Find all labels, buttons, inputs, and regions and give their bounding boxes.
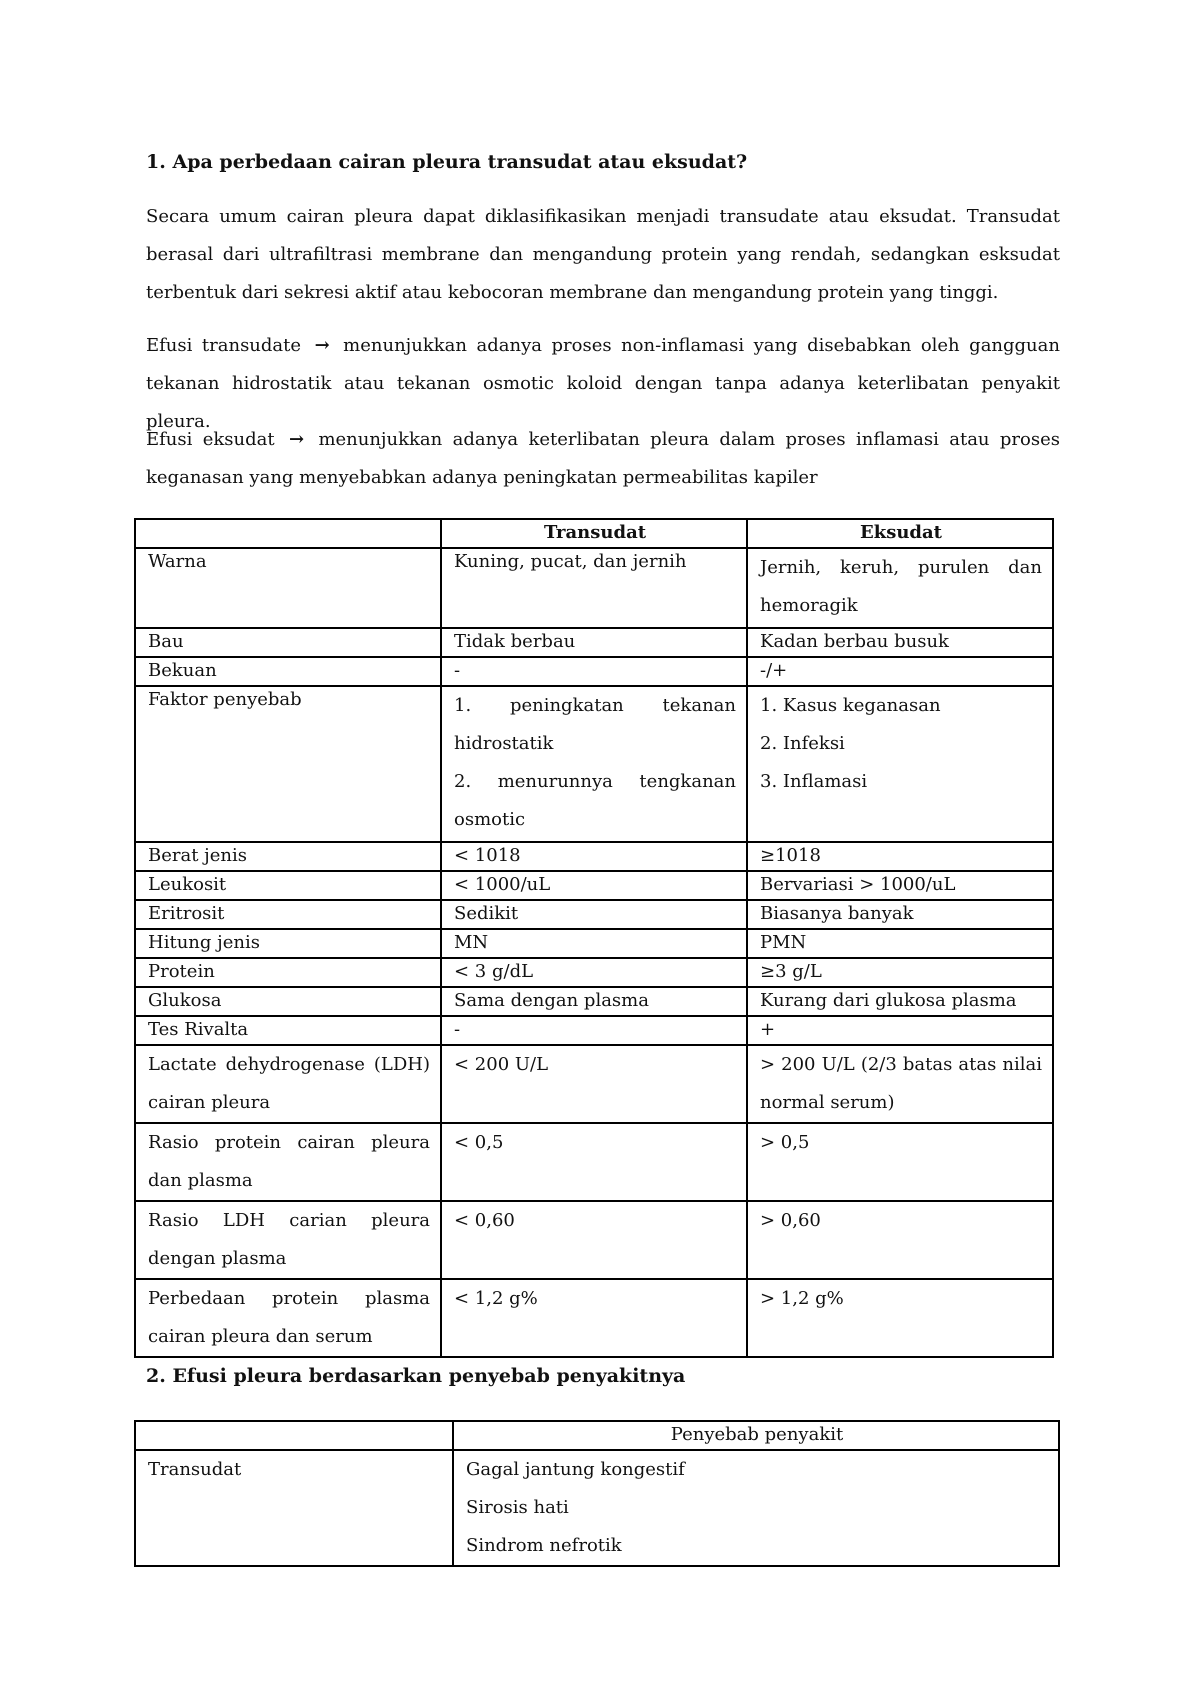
eksudat-cell: > 0,60: [747, 1201, 1053, 1279]
list-item: 2. Infeksi: [760, 733, 845, 754]
list-item: 1. Kasus keganasan: [760, 695, 941, 716]
row-label: Warna: [135, 548, 441, 628]
transudat-cell: MN: [441, 929, 747, 958]
eksudat-cell: [747, 686, 1053, 842]
transudat-cell: [441, 686, 747, 842]
table-row: [135, 958, 1053, 987]
row-label: Eritrosit: [135, 900, 441, 929]
arrow-right-icon: →: [288, 429, 305, 450]
paragraph-2-text: menunjukkan adanya proses non-inflamasi yang disebabkan oleh gangguan tekanan hidrostatik atau tekanan osmotic koloid dengan tanpa adanya keterlibatan penyakit pleura.: [146, 335, 1060, 432]
table-row: [135, 1450, 1059, 1566]
list-item: 2. menurunnya tengkanan osmotic: [454, 771, 736, 830]
transudat-cell: < 1,2 g%: [441, 1279, 747, 1357]
arrow-right-icon: →: [314, 335, 330, 356]
transudat-cell: < 200 U/L: [441, 1045, 747, 1123]
table-header-row: [135, 1421, 1059, 1450]
table-row: [135, 628, 1053, 657]
transudat-cell: Kuning, pucat, dan jernih: [441, 548, 747, 628]
eksudat-cell: > 200 U/L (2/3 batas atas nilai normal serum): [747, 1045, 1053, 1123]
table-header-row: [135, 519, 1053, 548]
transudat-cell: < 1018: [441, 842, 747, 871]
list-item: 3. Inflamasi: [760, 771, 868, 792]
eksudat-cell: +: [747, 1016, 1053, 1045]
table-header-cell: [135, 519, 441, 548]
row-label: Glukosa: [135, 987, 441, 1016]
table-header-cell: Eksudat: [747, 519, 1053, 548]
eksudat-cell: Kadan berbau busuk: [747, 628, 1053, 657]
transudat-cell: < 3 g/dL: [441, 958, 747, 987]
paragraph-3-lead: Efusi eksudat: [146, 429, 275, 450]
table-header-cell: Transudat: [441, 519, 747, 548]
transudat-cell: < 0,60: [441, 1201, 747, 1279]
row-label: Tes Rivalta: [135, 1016, 441, 1045]
transudat-cell: Sama dengan plasma: [441, 987, 747, 1016]
transudat-cell: Sedikit: [441, 900, 747, 929]
eksudat-cell: Kurang dari glukosa plasma: [747, 987, 1053, 1016]
eksudat-cell: > 0,5: [747, 1123, 1053, 1201]
eksudat-cell: PMN: [747, 929, 1053, 958]
transudat-cell: -: [441, 1016, 747, 1045]
table-row: [135, 548, 1053, 628]
paragraph-3: [146, 421, 1060, 497]
row-label: Bekuan: [135, 657, 441, 686]
row-label: Rasio LDH carian pleura dengan plasma: [135, 1201, 441, 1279]
eksudat-cell: ≥1018: [747, 842, 1053, 871]
row-label: Bau: [135, 628, 441, 657]
table-header-cell: Penyebab penyakit: [453, 1421, 1059, 1450]
row-label: Protein: [135, 958, 441, 987]
table-row: [135, 900, 1053, 929]
row-label: Leukosit: [135, 871, 441, 900]
table-header-cell: [135, 1421, 453, 1450]
row-label: Faktor penyebab: [135, 686, 441, 842]
paragraph-1: Secara umum cairan pleura dapat diklasifikasikan menjadi transudate atau eksudat. Transudat berasal dari ultrafiltrasi membrane dan mengandung protein yang rendah, sedangkan esksudat terbentuk dari sekresi aktif atau kebocoran membrane dan mengandung protein yang tinggi.: [146, 206, 1060, 303]
list-item: 1. peningkatan tekanan hidrostatik: [454, 695, 736, 754]
table-row: [135, 1201, 1053, 1279]
list-item: Sirosis hati: [466, 1497, 569, 1518]
table-row: [135, 1123, 1053, 1201]
row-label: Hitung jenis: [135, 929, 441, 958]
transudat-cell: -: [441, 657, 747, 686]
row-label: Berat jenis: [135, 842, 441, 871]
table-row: [135, 842, 1053, 871]
section-2-title: 2. Efusi pleura berdasarkan penyebab penyakitnya: [146, 1365, 686, 1387]
table-row: [135, 1279, 1053, 1357]
table-row: [135, 1016, 1053, 1045]
list-item: Gagal jantung kongestif: [466, 1459, 685, 1480]
row-label: Lactate dehydrogenase (LDH) cairan pleura: [135, 1045, 441, 1123]
eksudat-cell: ≥3 g/L: [747, 958, 1053, 987]
list-item: Sindrom nefrotik: [466, 1535, 622, 1556]
eksudat-cell: -/+: [747, 657, 1053, 686]
table-row: [135, 1045, 1053, 1123]
row-label: Rasio protein cairan pleura dan plasma: [135, 1123, 441, 1201]
eksudat-cell: Jernih, keruh, purulen dan hemoragik: [747, 548, 1053, 628]
section-1-title: 1. Apa perbedaan cairan pleura transudat atau eksudat?: [146, 151, 748, 173]
eksudat-cell: > 1,2 g%: [747, 1279, 1053, 1357]
paragraph-2-lead: Efusi transudate: [146, 335, 302, 356]
comparison-table: [134, 518, 1054, 1358]
row-label: Perbedaan protein plasma cairan pleura dan serum: [135, 1279, 441, 1357]
eksudat-cell: Bervariasi > 1000/uL: [747, 871, 1053, 900]
table-row: [135, 987, 1053, 1016]
paragraph-3-text: menunjukkan adanya keterlibatan pleura dalam proses inflamasi atau proses keganasan yang menyebabkan adanya peningkatan permeabilitas kapiler: [146, 429, 1060, 488]
table-row: [135, 657, 1053, 686]
table-row: [135, 686, 1053, 842]
transudat-cell: < 1000/uL: [441, 871, 747, 900]
transudat-cell: Tidak berbau: [441, 628, 747, 657]
row-label: Transudat: [135, 1450, 453, 1566]
table-row: [135, 871, 1053, 900]
table-row: [135, 929, 1053, 958]
causes-cell: [453, 1450, 1059, 1566]
transudat-cell: < 0,5: [441, 1123, 747, 1201]
cause-table: [134, 1420, 1060, 1567]
eksudat-cell: Biasanya banyak: [747, 900, 1053, 929]
